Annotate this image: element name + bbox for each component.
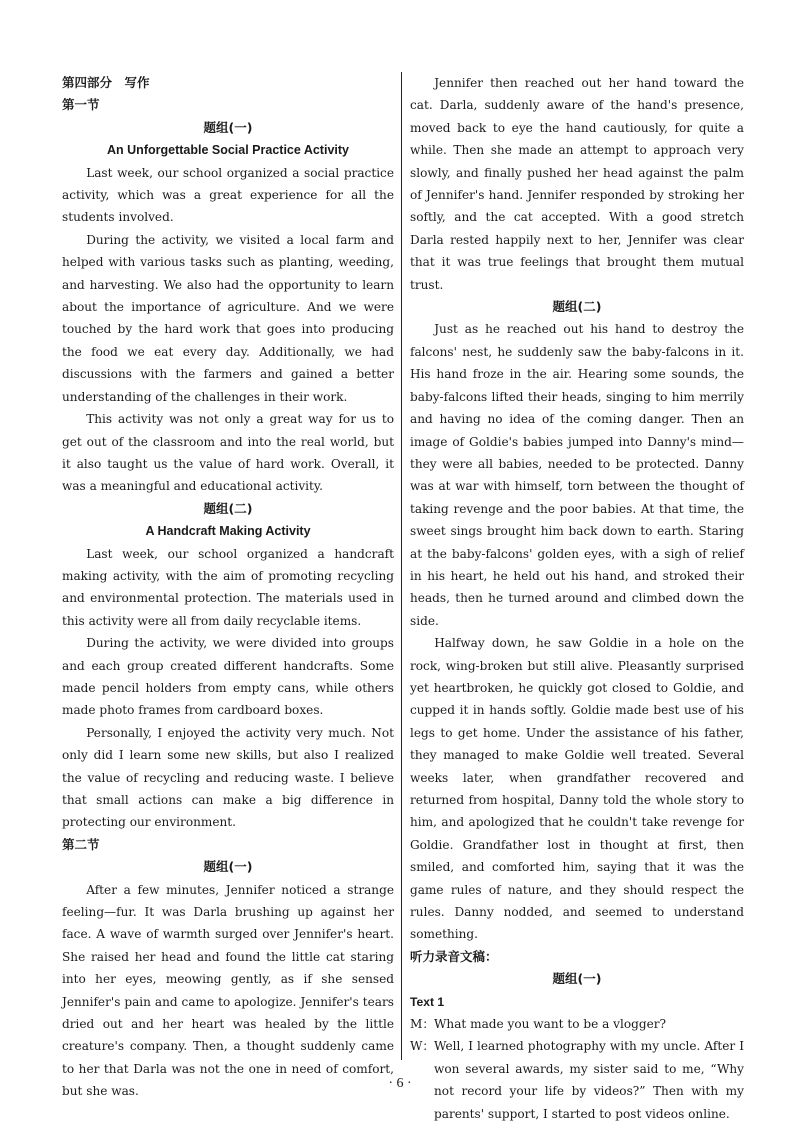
dialogue-line — [410, 1013, 744, 1035]
essay-2-paragraph: Personally, I enjoyed the activity very much. Not only did I learn some new skills, but also I realized the value of recycling and reducing waste. I believe that small actions can make a big difference in protecting our environment. — [62, 725, 394, 830]
story-1-paragraph: Jennifer then reached out her hand toward the cat. Darla, suddenly aware of the hand's presence, moved back to eye the hand cautiously, for quite a while. Then she made an attempt to approach very slowly, and finally pushed her head against the palm of Jennifer's hand. Jennifer responded by stroking her softly, and the cat accepted. With a good stretch Darla rested happily next to her, Jennifer was clear that it was true feelings that brought them mutual trust. — [410, 76, 744, 292]
speaker-label: W： — [410, 1039, 435, 1054]
section-1-heading: 第一节 — [62, 97, 100, 113]
column-divider — [401, 72, 402, 1060]
part-heading: 第四部分 写作 — [62, 75, 150, 90]
essay-1-paragraph: Last week, our school organized a social practice activity, which was a great experience for all the students involved. — [62, 165, 394, 225]
dialogue-text: Well, I learned photography with my uncle. After I won several awards, my sister said to me, “Why not record your life by videos?” Then with my parents' support, I started to post videos online. — [434, 1039, 744, 1121]
story-2-paragraph: Halfway down, he saw Goldie in a hole on the rock, wing-broken but still alive. Pleasantly surprised yet heartbroken, he quickly got closed to Goldie, and cupped it in hands softly. Goldie made best use of his legs to get home. Under the assistance of his father, they managed to make Goldie well treated. Several weeks later, when grandfather recovered and returned from hospital, Danny told the whole story to him, and apologized that he couldn't take revenge for Goldie. Grandfather lost in thought at first, then smiled, and comforted him, saying that it was the game rules of nature, and they should respect the rules. Danny nodded, and seemed to understand something. — [410, 636, 744, 942]
group-2-label: 题组(二) — [203, 500, 253, 516]
essay-1-paragraph: During the activity, we visited a local farm and helped with various tasks such as planting, weeding, and harvesting. We also had the opportunity to learn about the importance of agriculture. And we were touched by the hard work that goes into producing the food we eat every day. Additionally, we had discussions with the farmers and gained a better understanding of the challenges in their work. — [62, 232, 394, 404]
essay-2-title: A Handcraft Making Activity — [145, 524, 311, 539]
text-1-label: Text 1 — [410, 994, 445, 1009]
essay-2-paragraph: Last week, our school organized a handcraft making activity, with the aim of promoting recycling and environmental protection. The materials used in this activity were all from daily recyclable items. — [62, 546, 394, 628]
speaker-label: M： — [410, 1017, 435, 1032]
right-column — [410, 72, 744, 1125]
group-1-label: 题组(一) — [203, 119, 253, 135]
answer-page — [62, 72, 744, 1121]
section-2-heading: 第二节 — [62, 836, 100, 852]
essay-1-title: An Unforgettable Social Practice Activity — [107, 143, 349, 158]
group-4-label: 题组(二) — [552, 299, 602, 315]
group-5-label: 题组(一) — [552, 971, 602, 987]
page-number: · 6 · — [388, 1076, 412, 1091]
story-2-paragraph: Just as he reached out his hand to destroy the falcons' nest, he suddenly saw the baby-falcons in it. His hand froze in the air. Hearing some sounds, the baby-falcons lifted their heads, singing to him merrily and having no idea of the coming danger. Then an image of Goldie's babies jumped into Danny's mind—they were all babies, needed to be protected. Danny was at war with himself, torn between the thought of taking revenge and the poor babies. At that time, the sweet sings brought him back down to earth. Staring at the baby-falcons' golden eyes, with a sigh of relief in his heart, he held out his hand, and stroked their heads, then he turned around and climbed down the side. — [410, 322, 744, 628]
dialogue-text: What made you want to be a vlogger? — [434, 1017, 667, 1032]
listening-heading: 听力录音文稿： — [410, 948, 498, 964]
left-column — [62, 72, 394, 1103]
group-3-label: 题组(一) — [203, 859, 253, 875]
essay-2-paragraph: During the activity, we were divided into groups and each group created different handcrafts. Some made pencil holders from empty cans, while others made photo frames from cardboard boxes. — [62, 636, 394, 718]
story-1-paragraph: After a few minutes, Jennifer noticed a strange feeling—fur. It was Darla brushing up against her face. A wave of warmth surged over Jennifer's heart. She raised her head and found the little cat staring into her eyes, meowing gently, as if she sensed Jennifer's pain and came to apologize. Jennifer's tears dried out and her heart was healed by the little creature's company. Then, a thought suddenly came to her that Darla was not the one in need of comfort, but she was. — [62, 882, 394, 1099]
essay-1-paragraph: This activity was not only a great way for us to get out of the classroom and into the real world, but it also taught us the value of hard work. Overall, it was a meaningful and educational activity. — [62, 412, 394, 494]
